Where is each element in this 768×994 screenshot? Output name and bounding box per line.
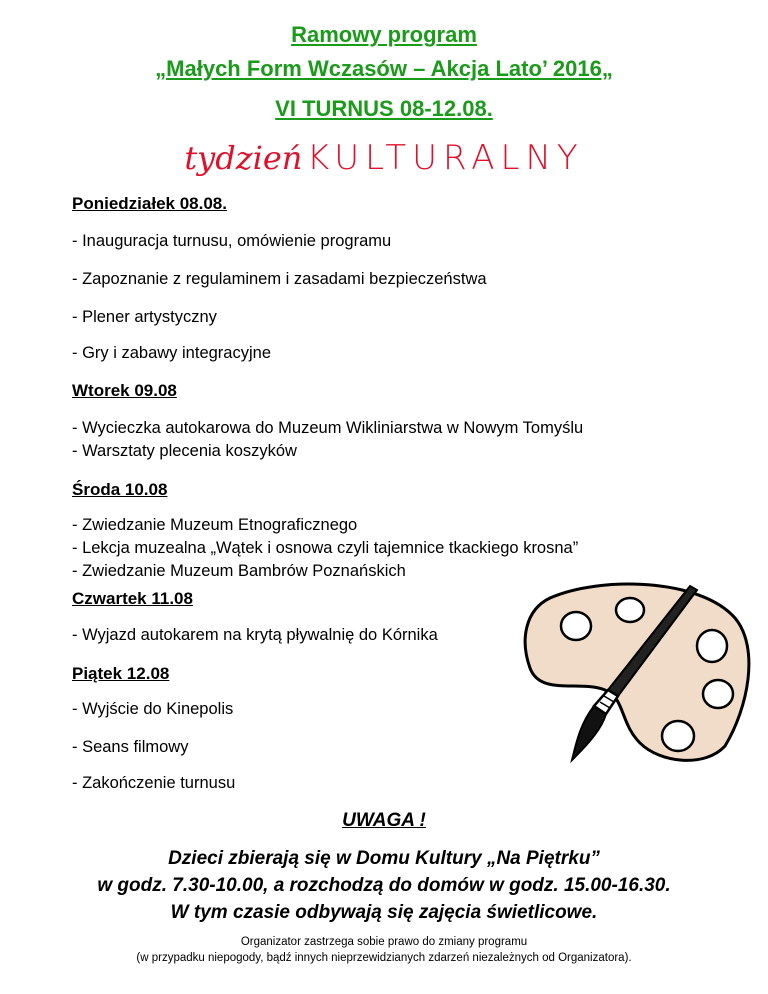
notice-heading: UWAGA ! [342, 810, 426, 831]
footer-note: (w przypadku niepogody, bądź innych nieprzewidzianych zdarzeń niezależnych od Organizatora). [136, 952, 632, 964]
list-item: - Gry i zabawy integracyjne [72, 344, 271, 362]
list-item: - Warsztaty plecenia koszyków [72, 442, 297, 460]
turnus-title: VI TURNUS 08-12.08. [275, 96, 493, 121]
day-title: Środa 10.08 [72, 480, 168, 499]
week-theme [0, 138, 768, 178]
notice-line: w godz. 7.30-10.00, a rozchodzą do domów w godz. 15.00-16.30. [97, 875, 671, 896]
program-subtitle: „Małych Form Wczasów – Akcja Lato’ 2016„ [155, 56, 613, 81]
day-title: Poniedziałek 08.08. [72, 194, 227, 213]
list-item: - Inauguracja turnusu, omówienie programu [72, 232, 392, 250]
list-item: - Wycieczka autokarowa do Muzeum Wikliniarstwa w Nowym Tomyślu [72, 419, 584, 437]
list-item: - Seans filmowy [72, 738, 189, 756]
list-item: - Zakończenie turnusu [72, 774, 236, 792]
notice-line: Dzieci zbierają się w Domu Kultury „Na Piętrku” [168, 848, 600, 869]
program-title: Ramowy program [291, 22, 477, 47]
footer-note: Organizator zastrzega sobie prawo do zmiany programu [240, 936, 528, 948]
list-item: - Plener artystyczny [72, 308, 217, 326]
paint-palette-with-brush-icon [520, 578, 752, 768]
day-title: Wtorek 09.08 [72, 381, 177, 400]
list-item: - Wyjazd autokarem na krytą pływalnię do Kórnika [72, 626, 438, 644]
day-title: Piątek 12.08 [72, 664, 170, 683]
list-item: - Zapoznanie z regulaminem i zasadami bezpieczeństwa [72, 270, 487, 288]
notice-line: W tym czasie odbywają się zajęcia świetlicowe. [170, 902, 598, 923]
list-item: - Lekcja muzealna „Wątek i osnowa czyli tajemnice tkackiego krosna” [72, 539, 579, 557]
list-item: - Zwiedzanie Muzeum Etnograficznego [72, 516, 358, 534]
list-item: - Zwiedzanie Muzeum Bambrów Poznańskich [72, 562, 406, 580]
theme-word: KULTURALNY [306, 138, 584, 178]
list-item: - Wyjście do Kinepolis [72, 700, 234, 718]
week-word: tydzień [184, 139, 303, 177]
day-title: Czwartek 11.08 [72, 589, 193, 608]
